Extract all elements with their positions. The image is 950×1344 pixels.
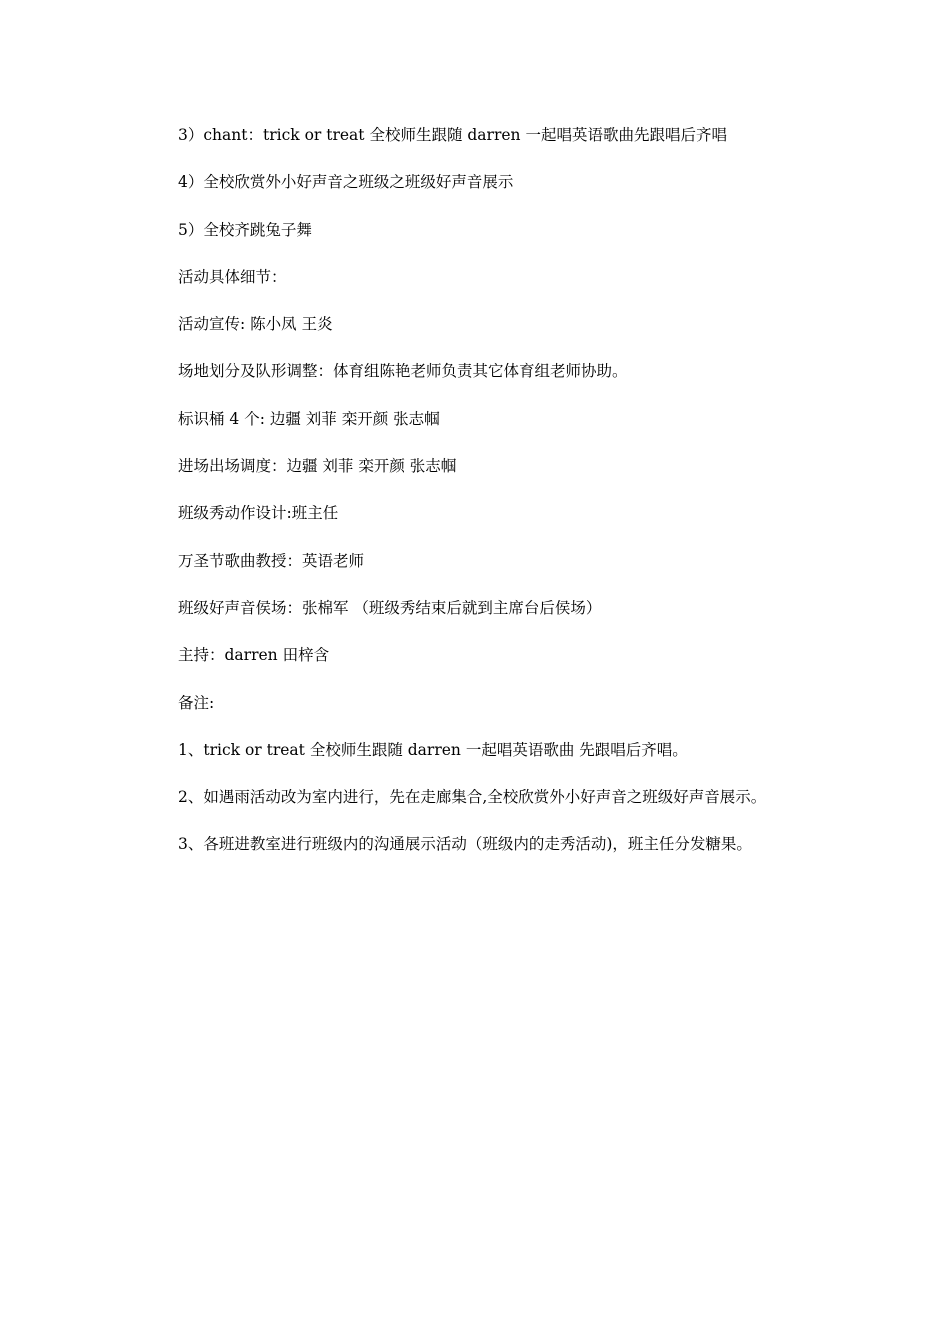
note-3: 3、各班进教室进行班级内的沟通展示活动（班级内的走秀活动)，班主任分发糖果。 <box>178 835 752 854</box>
detail-publicity: 活动宣传: 陈小凤 王炎 <box>178 315 333 334</box>
document-body <box>178 124 878 881</box>
note-1: 1、trick or treat 全校师生跟随 darren 一起唱英语歌曲 先跟唱后齐唱。 <box>178 740 688 759</box>
detail-venue: 场地划分及队形调整：体育组陈艳老师负责其它体育组老师协助。 <box>178 362 628 381</box>
detail-host: 主持：darren 田梓含 <box>178 646 330 665</box>
notes-heading: 备注: <box>178 693 215 712</box>
details-heading: 活动具体细节： <box>178 267 287 286</box>
detail-song-teaching: 万圣节歌曲教授：英语老师 <box>178 551 365 570</box>
program-item-chant: 3）chant：trick or treat 全校师生跟随 darren 一起唱英语歌曲先跟唱后齐唱 <box>178 126 727 144</box>
program-item-bunny-dance: 5）全校齐跳兔子舞 <box>178 220 312 239</box>
program-item-good-voice: 4）全校欣赏外小好声音之班级之班级好声音展示 <box>178 173 514 192</box>
detail-marker-buckets: 标识桶 4 个: 边疆 刘菲 栾开颜 张志帼 <box>178 409 440 428</box>
detail-entry-exit: 进场出场调度：边疆 刘菲 栾开颜 张志帼 <box>178 457 457 476</box>
detail-waiting-area: 班级好声音侯场：张棉军 （班级秀结束后就到主席台后侯场） <box>178 598 602 617</box>
note-2: 2、如遇雨活动改为室内进行，先在走廊集合,全校欣赏外小好声音之班级好声音展示。 <box>178 788 767 807</box>
detail-class-show: 班级秀动作设计:班主任 <box>178 504 339 523</box>
